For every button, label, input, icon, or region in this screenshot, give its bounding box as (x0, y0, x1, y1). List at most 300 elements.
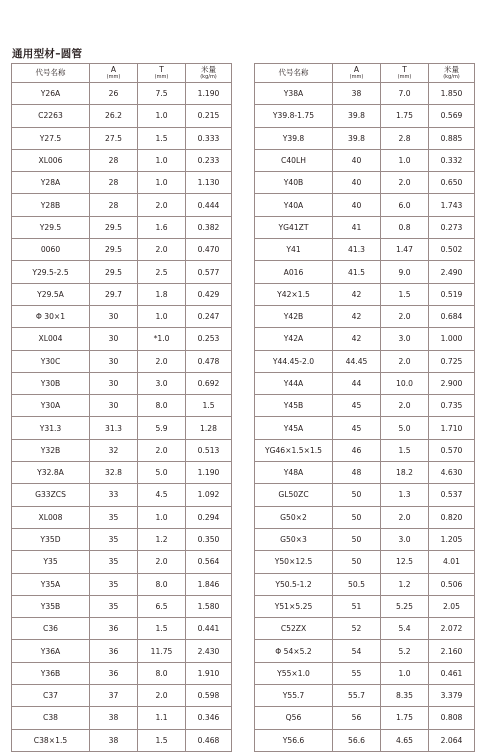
cell-t: 3.0 (381, 328, 429, 350)
cell-code: Y28A (12, 172, 90, 194)
cell-a: 30 (90, 350, 138, 372)
cell-weight: 0.885 (429, 127, 475, 149)
cell-weight: 1.000 (429, 328, 475, 350)
cell-code: Y50.5-1.2 (255, 573, 333, 595)
cell-t: 2.0 (138, 439, 186, 461)
cell-a: 44 (333, 372, 381, 394)
table-row (255, 372, 475, 394)
cell-t: 8.0 (138, 662, 186, 684)
cell-code: YG41ZT (255, 216, 333, 238)
table-row (255, 573, 475, 595)
cell-t: 2.0 (138, 685, 186, 707)
cell-code: XL008 (12, 506, 90, 528)
table-row (12, 729, 232, 751)
cell-weight: 2.430 (186, 640, 232, 662)
cell-t: 1.5 (381, 283, 429, 305)
table-row (12, 528, 232, 550)
cell-t: 2.0 (138, 239, 186, 261)
cell-code: Y31.3 (12, 417, 90, 439)
table-row (255, 595, 475, 617)
cell-a: 32 (90, 439, 138, 461)
cell-code: Y30C (12, 350, 90, 372)
cell-weight: 0.725 (429, 350, 475, 372)
cell-code: XL006 (12, 149, 90, 171)
table-row (12, 618, 232, 640)
cell-a: 29.5 (90, 239, 138, 261)
cell-code: C40LH (255, 149, 333, 171)
table-row (255, 417, 475, 439)
cell-weight: 0.273 (429, 216, 475, 238)
cell-code: Y32B (12, 439, 90, 461)
cell-weight: 1.205 (429, 528, 475, 550)
cell-a: 35 (90, 595, 138, 617)
table-row (255, 83, 475, 105)
cell-t: 2.5 (138, 261, 186, 283)
cell-weight: 2.490 (429, 261, 475, 283)
cell-weight: 0.820 (429, 506, 475, 528)
cell-t: 5.0 (138, 462, 186, 484)
cell-code: Q56 (255, 707, 333, 729)
cell-weight: 0.564 (186, 551, 232, 573)
cell-t: 1.75 (381, 105, 429, 127)
table-row (12, 305, 232, 327)
cell-code: Y56.6 (255, 729, 333, 751)
cell-code: Y51×5.25 (255, 595, 333, 617)
cell-a: 54 (333, 640, 381, 662)
cell-t: 1.2 (381, 573, 429, 595)
cell-a: 41 (333, 216, 381, 238)
cell-t: 8.0 (138, 573, 186, 595)
table-row (12, 484, 232, 506)
cell-a: 51 (333, 595, 381, 617)
cell-weight: 0.233 (186, 149, 232, 171)
cell-code: Y35B (12, 595, 90, 617)
table-row (12, 573, 232, 595)
table-row (12, 350, 232, 372)
table-row (12, 216, 232, 238)
cell-t: 6.0 (381, 194, 429, 216)
cell-weight: 2.160 (429, 640, 475, 662)
table-row (12, 462, 232, 484)
cell-a: 52 (333, 618, 381, 640)
cell-a: 32.8 (90, 462, 138, 484)
cell-code: Y35D (12, 528, 90, 550)
cell-a: 40 (333, 194, 381, 216)
header-a-unit: (mm) (349, 73, 364, 80)
table-row (255, 439, 475, 461)
cell-a: 37 (90, 685, 138, 707)
cell-t: 1.0 (381, 662, 429, 684)
cell-t: 1.0 (138, 506, 186, 528)
cell-t: 10.0 (381, 372, 429, 394)
cell-a: 39.8 (333, 127, 381, 149)
cell-weight: 1.130 (186, 172, 232, 194)
cell-code: Y44.45-2.0 (255, 350, 333, 372)
cell-weight: 1.846 (186, 573, 232, 595)
cell-a: 50 (333, 506, 381, 528)
table-row (255, 216, 475, 238)
table-row (255, 350, 475, 372)
cell-weight: 1.5 (186, 395, 232, 417)
cell-t: 1.1 (138, 707, 186, 729)
cell-weight: 4.01 (429, 551, 475, 573)
cell-t: 4.5 (138, 484, 186, 506)
cell-weight: 0.253 (186, 328, 232, 350)
header-code: 代号名称 (12, 64, 90, 83)
table-row (12, 595, 232, 617)
cell-code: Y30A (12, 395, 90, 417)
cell-t: 7.5 (138, 83, 186, 105)
cell-code: Φ 54×5.2 (255, 640, 333, 662)
cell-a: 35 (90, 573, 138, 595)
cell-t: 1.0 (138, 149, 186, 171)
cell-a: 55.7 (333, 685, 381, 707)
cell-code: Y48A (255, 462, 333, 484)
cell-weight: 1.092 (186, 484, 232, 506)
cell-weight: 0.577 (186, 261, 232, 283)
cell-weight: 2.072 (429, 618, 475, 640)
cell-a: 38 (90, 707, 138, 729)
cell-code: G50×2 (255, 506, 333, 528)
cell-weight: 0.429 (186, 283, 232, 305)
cell-a: 56.6 (333, 729, 381, 751)
table-row (255, 105, 475, 127)
cell-a: 39.8 (333, 105, 381, 127)
cell-code: Y29.5 (12, 216, 90, 238)
table-row (12, 105, 232, 127)
table-row (12, 685, 232, 707)
cell-weight: 1.743 (429, 194, 475, 216)
cell-code: C52ZX (255, 618, 333, 640)
cell-a: 26 (90, 83, 138, 105)
cell-a: 29.5 (90, 216, 138, 238)
cell-t: 11.75 (138, 640, 186, 662)
cell-code: Y35A (12, 573, 90, 595)
cell-a: 45 (333, 417, 381, 439)
cell-weight: 0.468 (186, 729, 232, 751)
table-row (255, 707, 475, 729)
header-a-unit: (mm) (106, 73, 121, 80)
cell-t: 8.35 (381, 685, 429, 707)
cell-a: 28 (90, 194, 138, 216)
table-row (12, 172, 232, 194)
cell-code: Y28B (12, 194, 90, 216)
cell-a: 50 (333, 551, 381, 573)
cell-weight: 3.379 (429, 685, 475, 707)
cell-weight: 0.598 (186, 685, 232, 707)
cell-weight: 1.190 (186, 83, 232, 105)
header-a: A (mm) (333, 64, 381, 83)
cell-t: 1.5 (381, 439, 429, 461)
cell-code: Y40B (255, 172, 333, 194)
cell-code: Y38A (255, 83, 333, 105)
cell-weight: 0.346 (186, 707, 232, 729)
table-row (12, 83, 232, 105)
cell-t: 2.0 (138, 350, 186, 372)
table-header-row (255, 64, 475, 83)
cell-code: Y55×1.0 (255, 662, 333, 684)
cell-t: 5.4 (381, 618, 429, 640)
table-row (12, 662, 232, 684)
header-weight-unit: (kg/m) (443, 73, 460, 80)
table-row (255, 239, 475, 261)
cell-a: 56 (333, 707, 381, 729)
cell-weight: 2.900 (429, 372, 475, 394)
cell-t: 2.0 (381, 395, 429, 417)
cell-t: 1.0 (138, 172, 186, 194)
header-t: T (mm) (138, 64, 186, 83)
cell-t: 1.5 (138, 127, 186, 149)
cell-a: 36 (90, 662, 138, 684)
cell-weight: 0.513 (186, 439, 232, 461)
cell-t: 5.9 (138, 417, 186, 439)
cell-weight: 2.064 (429, 729, 475, 751)
table-row (255, 283, 475, 305)
cell-t: 2.0 (381, 350, 429, 372)
cell-t: 1.5 (138, 618, 186, 640)
cell-weight: 0.470 (186, 239, 232, 261)
table-row (255, 462, 475, 484)
table-row (12, 194, 232, 216)
cell-weight: 0.684 (429, 305, 475, 327)
cell-a: 35 (90, 528, 138, 550)
cell-t: 1.6 (138, 216, 186, 238)
table-row (255, 551, 475, 573)
cell-t: 2.0 (381, 506, 429, 528)
cell-t: 2.0 (138, 551, 186, 573)
cell-a: 50 (333, 528, 381, 550)
cell-code: Y27.5 (12, 127, 90, 149)
cell-weight: 1.850 (429, 83, 475, 105)
cell-weight: 0.692 (186, 372, 232, 394)
cell-a: 35 (90, 506, 138, 528)
cell-code: Y30B (12, 372, 90, 394)
cell-a: 40 (333, 149, 381, 171)
cell-t: 1.47 (381, 239, 429, 261)
table-row (12, 261, 232, 283)
cell-code: Y50×12.5 (255, 551, 333, 573)
header-a: A (mm) (90, 64, 138, 83)
cell-t: 2.8 (381, 127, 429, 149)
cell-t: 7.0 (381, 83, 429, 105)
cell-t: 1.8 (138, 283, 186, 305)
cell-weight: 0.441 (186, 618, 232, 640)
cell-code: C36 (12, 618, 90, 640)
header-weight: 米量 (kg/m) (429, 64, 475, 83)
profile-table-left (11, 63, 232, 752)
cell-code: A016 (255, 261, 333, 283)
table-row (255, 484, 475, 506)
cell-a: 29.7 (90, 283, 138, 305)
table-row (12, 149, 232, 171)
cell-a: 50 (333, 484, 381, 506)
header-weight-unit: (kg/m) (200, 73, 217, 80)
table-row (12, 127, 232, 149)
cell-code: Y42×1.5 (255, 283, 333, 305)
cell-t: 12.5 (381, 551, 429, 573)
cell-t: 3.0 (381, 528, 429, 550)
table-row (255, 618, 475, 640)
header-t: T (mm) (381, 64, 429, 83)
profile-table-right (254, 63, 475, 752)
table-row (12, 328, 232, 350)
cell-a: 45 (333, 395, 381, 417)
cell-code: YG46×1.5×1.5 (255, 439, 333, 461)
cell-code: Y26A (12, 83, 90, 105)
cell-t: 1.5 (138, 729, 186, 751)
cell-code: Y42A (255, 328, 333, 350)
cell-weight: 2.05 (429, 595, 475, 617)
cell-code: Y32.8A (12, 462, 90, 484)
cell-a: 28 (90, 149, 138, 171)
cell-weight: 0.350 (186, 528, 232, 550)
cell-a: 42 (333, 305, 381, 327)
header-weight: 米量 (kg/m) (186, 64, 232, 83)
cell-weight: 0.444 (186, 194, 232, 216)
table-row (12, 439, 232, 461)
cell-a: 38 (90, 729, 138, 751)
cell-code: Y55.7 (255, 685, 333, 707)
cell-t: 5.2 (381, 640, 429, 662)
cell-t: 2.0 (381, 172, 429, 194)
cell-code: Y39.8-1.75 (255, 105, 333, 127)
table-row (12, 551, 232, 573)
cell-weight: 0.333 (186, 127, 232, 149)
cell-weight: 0.519 (429, 283, 475, 305)
cell-t: 18.2 (381, 462, 429, 484)
cell-a: 33 (90, 484, 138, 506)
table-row (255, 172, 475, 194)
cell-a: 38 (333, 83, 381, 105)
cell-weight: 0.247 (186, 305, 232, 327)
cell-weight: 0.502 (429, 239, 475, 261)
table-header-row (12, 64, 232, 83)
cell-a: 44.45 (333, 350, 381, 372)
table-row (255, 305, 475, 327)
cell-code: G50×3 (255, 528, 333, 550)
header-t-unit: (mm) (154, 73, 169, 80)
cell-code: Y29.5A (12, 283, 90, 305)
cell-a: 42 (333, 328, 381, 350)
table-row (255, 261, 475, 283)
cell-a: 35 (90, 551, 138, 573)
cell-t: 2.0 (138, 194, 186, 216)
table-body-right (255, 83, 475, 752)
table-row (12, 640, 232, 662)
cell-a: 46 (333, 439, 381, 461)
cell-a: 50.5 (333, 573, 381, 595)
cell-t: 1.3 (381, 484, 429, 506)
table-row (255, 149, 475, 171)
cell-t: 1.0 (381, 149, 429, 171)
cell-t: 4.65 (381, 729, 429, 751)
header-code: 代号名称 (255, 64, 333, 83)
cell-t: 9.0 (381, 261, 429, 283)
cell-code: Y45A (255, 417, 333, 439)
table-row (255, 194, 475, 216)
cell-weight: 0.537 (429, 484, 475, 506)
cell-code: G33ZCS (12, 484, 90, 506)
cell-a: 31.3 (90, 417, 138, 439)
cell-weight: 0.382 (186, 216, 232, 238)
cell-code: Y44A (255, 372, 333, 394)
cell-a: 42 (333, 283, 381, 305)
cell-t: 5.0 (381, 417, 429, 439)
cell-a: 30 (90, 372, 138, 394)
cell-a: 41.3 (333, 239, 381, 261)
cell-t: 1.0 (138, 105, 186, 127)
cell-code: 0060 (12, 239, 90, 261)
cell-code: C38 (12, 707, 90, 729)
cell-t: 3.0 (138, 372, 186, 394)
cell-weight: 1.910 (186, 662, 232, 684)
table-row (255, 729, 475, 751)
cell-a: 41.5 (333, 261, 381, 283)
cell-t: 1.0 (138, 305, 186, 327)
cell-a: 40 (333, 172, 381, 194)
table-row (255, 640, 475, 662)
cell-t: 1.2 (138, 528, 186, 550)
table-row (255, 662, 475, 684)
cell-t: 8.0 (138, 395, 186, 417)
cell-a: 30 (90, 328, 138, 350)
cell-t: 5.25 (381, 595, 429, 617)
cell-weight: 0.478 (186, 350, 232, 372)
table-body-left (12, 83, 232, 752)
table-row (255, 395, 475, 417)
cell-code: C37 (12, 685, 90, 707)
cell-a: 26.2 (90, 105, 138, 127)
table-row (255, 127, 475, 149)
table-row (12, 395, 232, 417)
cell-code: Y39.8 (255, 127, 333, 149)
cell-code: Y40A (255, 194, 333, 216)
cell-weight: 1.580 (186, 595, 232, 617)
cell-code: XL004 (12, 328, 90, 350)
cell-code: C38×1.5 (12, 729, 90, 751)
cell-code: Y42B (255, 305, 333, 327)
cell-weight: 0.461 (429, 662, 475, 684)
cell-weight: 0.506 (429, 573, 475, 595)
cell-a: 55 (333, 662, 381, 684)
cell-a: 30 (90, 395, 138, 417)
table-row (255, 685, 475, 707)
cell-t: 1.75 (381, 707, 429, 729)
cell-code: Y45B (255, 395, 333, 417)
cell-t: 0.8 (381, 216, 429, 238)
cell-code: Y41 (255, 239, 333, 261)
cell-a: 30 (90, 305, 138, 327)
cell-weight: 0.735 (429, 395, 475, 417)
table-row (12, 372, 232, 394)
cell-code: Y36B (12, 662, 90, 684)
cell-code: Φ 30×1 (12, 305, 90, 327)
cell-t: 6.5 (138, 595, 186, 617)
cell-a: 36 (90, 640, 138, 662)
cell-weight: 4.630 (429, 462, 475, 484)
table-row (12, 239, 232, 261)
cell-weight: 0.294 (186, 506, 232, 528)
cell-a: 27.5 (90, 127, 138, 149)
cell-a: 48 (333, 462, 381, 484)
cell-weight: 1.710 (429, 417, 475, 439)
table-row (12, 417, 232, 439)
cell-weight: 0.569 (429, 105, 475, 127)
cell-a: 28 (90, 172, 138, 194)
cell-code: Y29.5-2.5 (12, 261, 90, 283)
cell-weight: 0.808 (429, 707, 475, 729)
cell-weight: 0.332 (429, 149, 475, 171)
